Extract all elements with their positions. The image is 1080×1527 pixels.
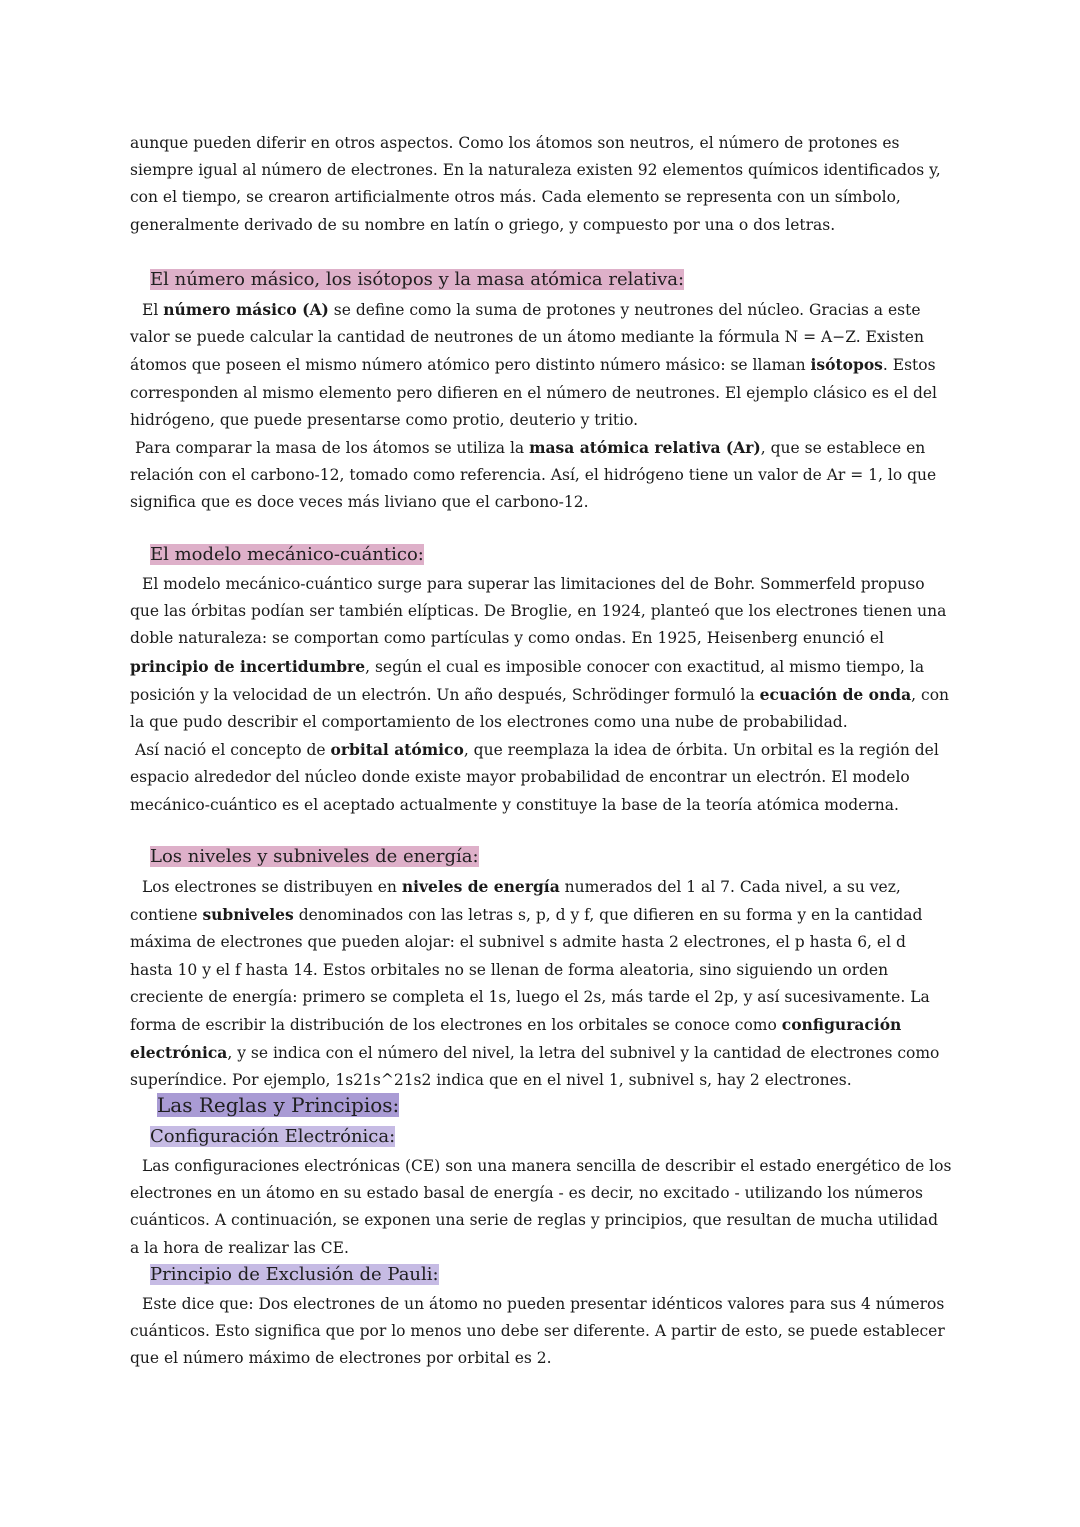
- heading-highlight: El número másico, los isótopos y la masa atómica relativa:: [150, 269, 685, 290]
- bold-term: ecuación de onda: [759, 684, 912, 704]
- bold-term: configuración electrónica: [130, 1015, 902, 1063]
- intro-paragraph: aunque pueden diferir en otros aspectos. Como los átomos son neutros, el número de protones es siempre igual al número de electrones. En la naturaleza existen 92 elementos químicos identificados y, con el tiempo, se crearon artificialmente otros más. Cada elemento se representa con un símbolo, generalmente derivado de su nombre en latín o griego, y compuesto por una o dos letras.: [130, 134, 941, 234]
- section-heading-cuantico: [148, 543, 426, 567]
- bold-term: niveles de energía: [401, 877, 560, 896]
- bold-term: número másico (A): [163, 300, 329, 319]
- subsection-heading-configuracion: [148, 1125, 397, 1149]
- heading-highlight: Las Reglas y Principios:: [157, 1093, 400, 1117]
- reglas-section: [130, 1153, 952, 1262]
- niveles-section: [130, 873, 952, 1095]
- section-heading-niveles: [148, 845, 481, 869]
- reglas-paragraph-1: Las configuraciones electrónicas (CE) son una manera sencilla de describir el estado energético de los electrones en un átomo en su estado basal de energía - es decir, no excitado - utilizando los números cuánticos. A continuación, se exponen una serie de reglas y principios, que resultan de mucha utilidad a la hora de realizar las CE.: [130, 1157, 952, 1257]
- niveles-paragraph-1: Los electrones se distribuyen en niveles de energía numerados del 1 al 7. Cada nivel, a su vez, contiene subniveles denominados con las letras s, p, d y f, que difieren en su forma y en la cantidad máxima de electrones que pueden alojar: el subnivel s admite hasta 2 electrones, el p hasta 6, el d hasta 10 y el f hasta 14. Estos orbitales no se llenan de forma aleatoria, sino siguiendo un orden creciente de energía: primero se completa el 1s, luego el 2s, más tarde el 2p, y así sucesivamente. La forma de escribir la distribución de los electrones en los orbitales se conoce como configuración electrónica, y se indica con el número del nivel, la letra del subnivel y la cantidad de electrones como superíndice. Por ejemplo, 1s21s^21s2 indica que en el nivel 1, subnivel s, hay 2 electrones.: [130, 877, 940, 1090]
- heading-highlight: Principio de Exclusión de Pauli:: [150, 1264, 439, 1285]
- section-heading-reglas: [155, 1093, 401, 1119]
- pauli-section: [130, 1291, 952, 1373]
- heading-highlight: Configuración Electrónica:: [150, 1126, 396, 1147]
- bold-term: masa atómica relativa (Ar): [529, 438, 761, 458]
- cuantico-paragraph-1: El modelo mecánico-cuántico surge para superar las limitaciones del de Bohr. Sommerfeld propuso que las órbitas podían ser también elípticas. De Broglie, en 1924, planteó que los electrones tienen una doble naturaleza: se comportan como partículas y como ondas. En 1925, Heisenberg enunció el principio de incertidumbre, según el cual es imposible conocer con exactitud, al mismo tiempo, la posición y la velocidad de un electrón. Un año después, Schrödinger formuló la ecuación de onda, con la que pudo describir el comportamiento de los electrones como una nube de probabilidad.: [130, 575, 950, 732]
- pauli-paragraph-1: Este dice que: Dos electrones de un átomo no pueden presentar idénticos valores para sus 4 números cuánticos. Esto significa que por lo menos uno debe ser diferente. A partir de esto, se puede establecer que el número máximo de electrones por orbital es 2.: [130, 1295, 945, 1368]
- section-heading-masico: [148, 268, 686, 292]
- section-heading-pauli: [148, 1263, 441, 1287]
- cuantico-section: [130, 571, 952, 819]
- masico-section: [130, 296, 952, 517]
- cuantico-paragraph-2: Así nació el concepto de orbital atómico, que reemplaza la idea de órbita. Un orbital es la región del espacio alrededor del núcleo donde existe mayor probabilidad de encontrar un electrón. El modelo mecánico-cuántico es el aceptado actualmente y constituye la base de la teoría atómica moderna.: [130, 740, 939, 814]
- masico-paragraph-1: El número másico (A) se define como la suma de protones y neutrones del núcleo. Gracias a este valor se puede calcular la cantidad de neutrones de un átomo mediante la fórmula N = A−Z. Existen átomos que poseen el mismo número atómico pero distinto número másico: se llaman isótopos. Estos corresponden al mismo elemento pero difieren en el número de neutrones. El ejemplo clásico es el del hidrógeno, que puede presentarse como protio, deuterio y tritio.: [130, 300, 937, 429]
- intro-section: [130, 130, 952, 239]
- bold-term: isótopos: [810, 355, 883, 375]
- bold-term: subniveles: [202, 905, 294, 925]
- heading-highlight: Los niveles y subniveles de energía:: [150, 846, 479, 867]
- bold-term: orbital atómico: [330, 740, 464, 760]
- bold-term: principio de incertidumbre: [130, 656, 366, 676]
- heading-highlight: El modelo mecánico-cuántico:: [150, 544, 424, 565]
- masico-paragraph-2: Para comparar la masa de los átomos se utiliza la masa atómica relativa (Ar), que se establece en relación con el carbono-12, tomado como referencia. Así, el hidrógeno tiene un valor de Ar = 1, lo que significa que es doce veces más liviano que el carbono-12.: [130, 438, 937, 512]
